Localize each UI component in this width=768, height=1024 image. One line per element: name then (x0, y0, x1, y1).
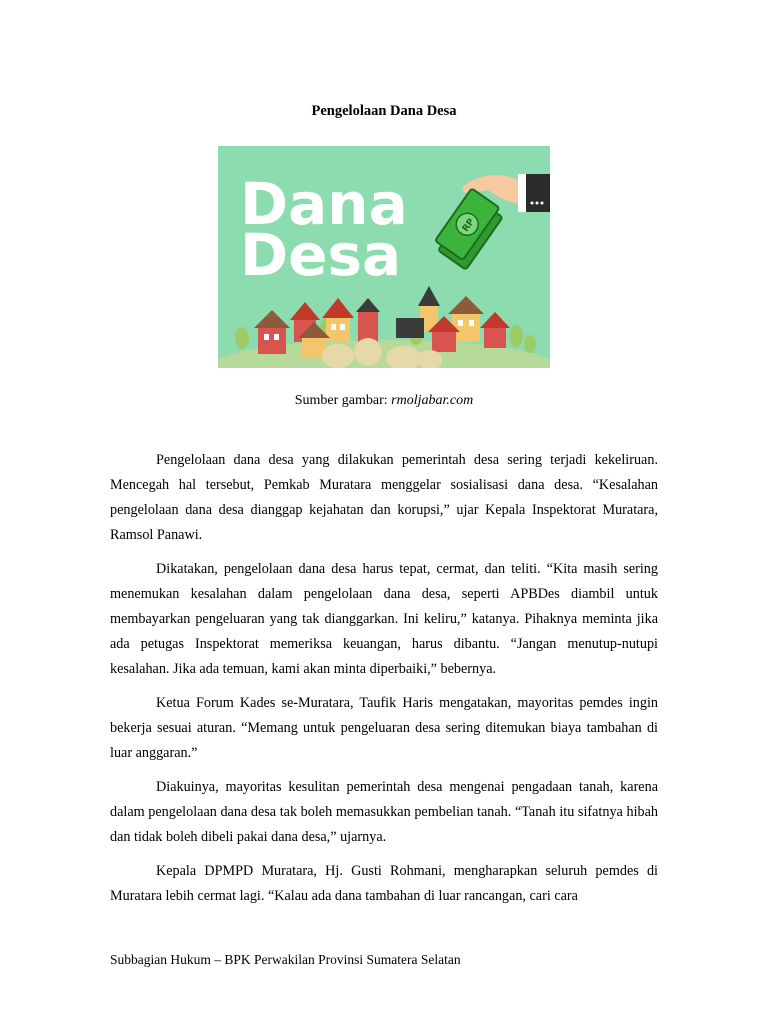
page-title: Pengelolaan Dana Desa (311, 103, 457, 119)
illustration-headline-line1: Dana (240, 170, 408, 238)
paragraph: Diakuinya, mayoritas kesulitan pemerintah desa mengenai pengadaan tanah, karena dalam pengelolaan dana desa tak boleh memasukkan pembelian tanah. “Tanah itu sifatnya hibah dan tidak boleh dibeli pakai dana desa,” ujarnya. (110, 779, 658, 845)
money-note-label: RP (460, 217, 477, 234)
village-icon (218, 286, 550, 368)
hand-with-money-icon (431, 174, 550, 270)
article-body (110, 448, 658, 918)
illustration-headline-line2: Desa (240, 221, 402, 289)
image-caption (0, 393, 768, 409)
dana-desa-illustration (218, 146, 550, 368)
paragraph: Pengelolaan dana desa yang dilakukan pemerintah desa sering terjadi kekeliruan. Mencegah hal tersebut, Pemkab Muratara menggelar sosialisasi dana desa. “Kesalahan pengelolaan dana desa dianggap kejahatan dan korupsi,” ujar Kepala Inspektorat Muratara, Ramsol Panawi. (110, 452, 658, 543)
paragraph: Dikatakan, pengelolaan dana desa harus tepat, cermat, dan teliti. “Kita masih sering menemukan kesalahan dalam pengelolaan dana desa, seperti APBDes diambil untuk membayarkan pengeluaran yang tak dianggarkan. Ini keliru,” katanya. Pihaknya meminta jika ada petugas Inspektorat memeriksa keuangan, harus dibantu. “Jangan menutup-nutupi kesalahan. Jika ada temuan, kami akan minta diperbaiki,” bebernya. (110, 561, 658, 677)
page-footer: Subbagian Hukum – BPK Perwakilan Provinsi Sumatera Selatan (110, 952, 461, 967)
caption-source: rmoljabar.com (391, 393, 474, 408)
paragraph: Ketua Forum Kades se-Muratara, Taufik Haris mengatakan, mayoritas pemdes ingin bekerja sesuai aturan. “Memang untuk pengeluaran desa sering ditemukan biaya tambahan di luar anggaran.” (110, 695, 658, 761)
caption-prefix: Sumber gambar: (294, 393, 392, 408)
paragraph: Kepala DPMPD Muratara, Hj. Gusti Rohmani, mengharapkan seluruh pemdes di Muratara lebih cermat lagi. “Kalau ada dana tambahan di luar rancangan, cari cara (110, 863, 658, 904)
